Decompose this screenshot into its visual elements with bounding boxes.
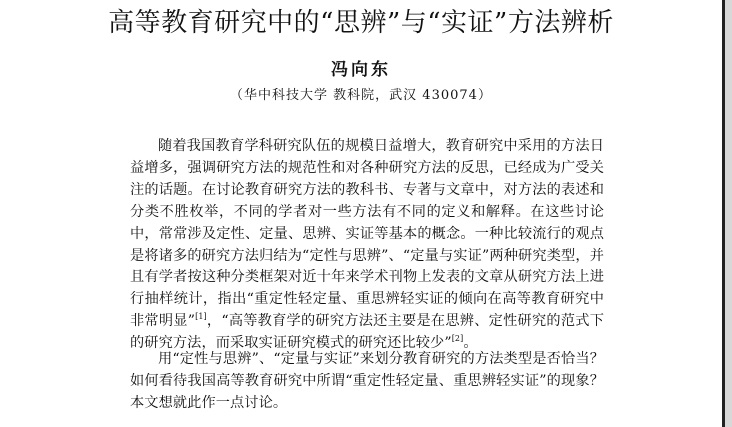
body-paragraph-2: 用“定性与思辨”、“定量与实证”来划分教育研究的方法类型是否恰当？如何看待我国高等教育研究中所谓“重定性轻定量、重思辨轻实证”的现象？本文想就此作一点讨论。 <box>130 351 604 411</box>
paragraph-1-text-a: 随着我国教育学科研究队伍的规模日益增大，教育研究中采用的方法日益增多，强调研究方法的规范性和对各种研究方法的反思，已经成为广受关注的话题。在讨论教育研究方法的教科书、专著与文章中，对方法的表述和分类不胜枚举，不同的学者对一些方法有不同的定义和解释。在这些讨论中，常常涉及定性、定量、思辨、实证等基本的概念。一种比较流行的观点是将诸多的研究方法归结为“定性与思辨”、“定量与实证”两种研究类型，并且有学者按这种分类框架对近十年来学术刊物上发表的文章从研究方法上进行抽样统计，指出“重定性轻定量、重思辨轻实证的倾向在高等教育研究中非常明显” <box>130 138 604 330</box>
body-paragraph-1 <box>130 136 604 355</box>
citation-ref-2: [2] <box>451 334 464 344</box>
author-name: 冯向东 <box>331 60 391 80</box>
article-title: 高等教育研究中的“思辨”与“实证”方法辨析 <box>108 8 614 38</box>
paragraph-1-text-c: 。 <box>463 335 478 352</box>
paragraph-1-text-b: ，“高等教育学的研究方法还主要是在思辨、定性研究的范式下的研究方法，而采取实证研究模式的研究还比较少” <box>130 313 604 352</box>
page-shadow <box>725 0 732 427</box>
author-affiliation: （华中科技大学 教科院，武汉 430074） <box>230 88 492 103</box>
citation-ref-1: [1] <box>195 312 207 322</box>
